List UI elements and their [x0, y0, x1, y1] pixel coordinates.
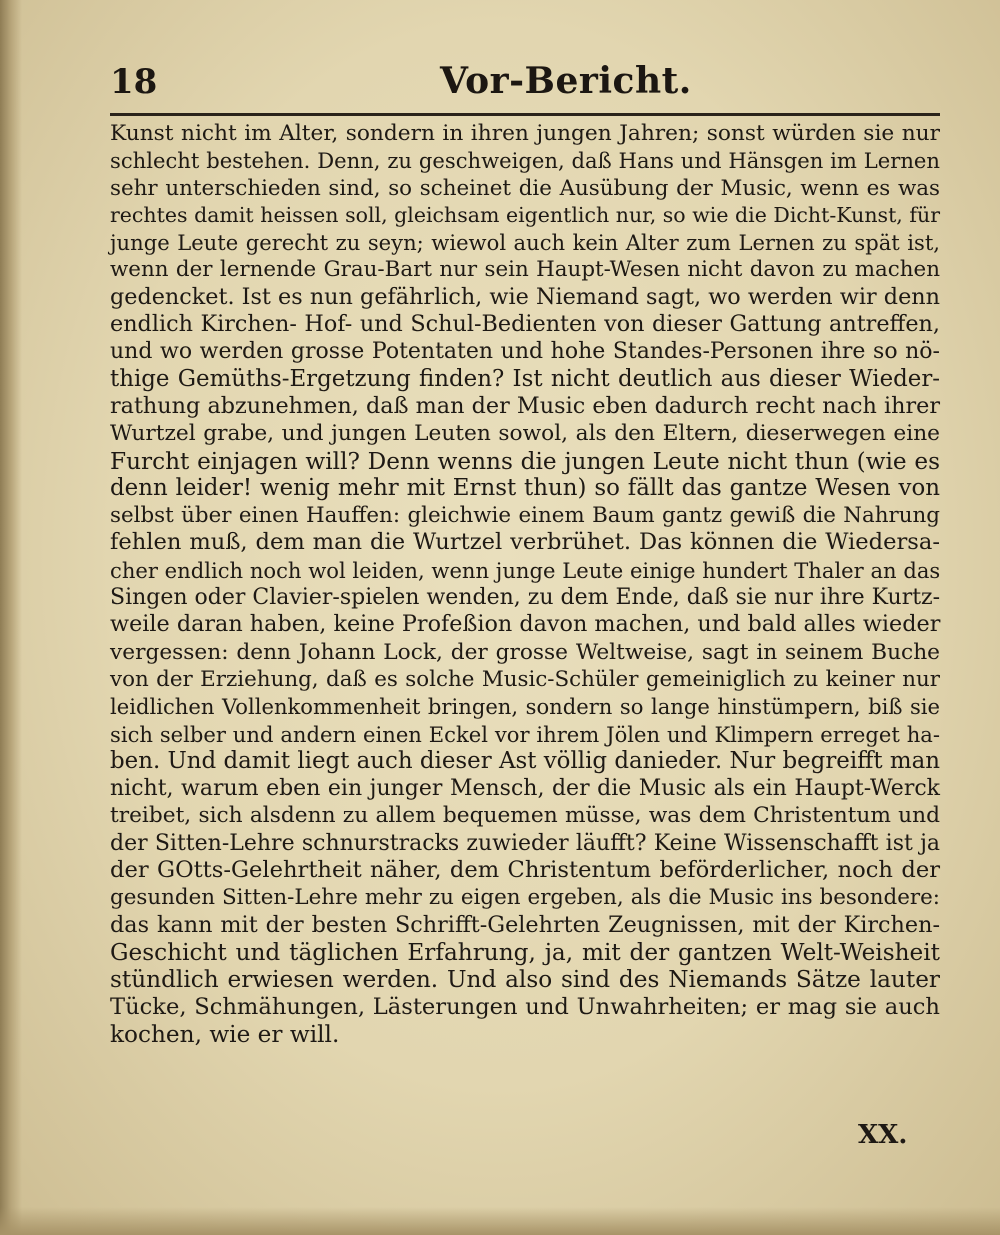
page-number: 18	[110, 62, 158, 102]
text-line: gesunden Sitten-Lehre mehr zu eigen ergeben, als die Music ins besondere:	[110, 885, 940, 911]
text-line: schlecht bestehen. Denn, zu geschweigen, daß Hans und Hänsgen im Lernen	[110, 148, 940, 174]
text-line: gedencket. Ist es nun gefährlich, wie Niemand sagt, wo werden wir denn	[110, 283, 940, 310]
running-title: Vor-Bericht.	[440, 60, 692, 102]
text-line: sehr unterschieden sind, so scheinet die Ausübung der Music, wenn es was	[110, 175, 940, 201]
text-line: kochen, wie er will.	[110, 1020, 340, 1048]
text-line: junge Leute gerecht zu seyn; wiewol auch kein Alter zum Lernen zu spät ist,	[110, 230, 940, 256]
text-line: sich selber und andern einen Eckel vor ihrem Jölen und Klimpern erreget ha-	[110, 721, 940, 747]
body-text	[110, 120, 940, 1048]
text-line: selbst über einen Hauffen: gleichwie einem Baum gantz gewiß die Nahrung	[110, 503, 940, 529]
text-line: ben. Und damit liegt auch dieser Ast völlig danieder. Nur begreifft man	[110, 747, 940, 774]
text-line: der Sitten-Lehre schnurstracks zuwieder läufft? Keine Wissenschafft ist ja	[110, 830, 940, 856]
text-line: Wurtzel grabe, und jungen Leuten sowol, als den Eltern, dieserwegen eine	[110, 421, 940, 447]
text-line: fehlen muß, dem man die Wurtzel verbrühet. Das können die Wiedersa-	[110, 529, 940, 556]
catchword: XX.	[858, 1120, 908, 1150]
text-line: der GOtts-Gelehrtheit näher, dem Christentum beförderlicher, noch der	[110, 857, 940, 884]
text-line: rechtes damit heissen soll, gleichsam eigentlich nur, so wie die Dicht-Kunst, für	[110, 202, 940, 227]
text-line: Kunst nicht im Alter, sondern in ihren jungen Jahren; sonst würden sie nur	[110, 121, 940, 146]
text-line: Furcht einjagen will? Denn wenns die jungen Leute nicht thun (wie es	[110, 447, 940, 475]
text-line: das kann mit der besten Schrifft-Gelehrten Zeugnissen, mit der Kirchen-	[110, 911, 940, 938]
text-line: Tücke, Schmähungen, Lästerungen und Unwahrheiten; er mag sie auch	[110, 993, 940, 1020]
text-line: stündlich erwiesen werden. Und also sind des Niemands Sätze lauter	[110, 966, 940, 994]
text-line: vergessen: denn Johann Lock, der grosse Weltweise, sagt in seinem Buche	[110, 639, 940, 665]
text-line: denn leider! wenig mehr mit Ernst thun) so fällt das gantze Wesen von	[110, 474, 940, 501]
text-line: cher endlich noch wol leiden, wenn junge Leute einige hundert Thaler an das	[110, 557, 941, 583]
text-line: leidlichen Vollenkommenheit bringen, sondern so lange hinstümpern, biß sie	[110, 694, 940, 720]
header-rule	[110, 113, 940, 116]
text-line: Geschicht und täglichen Erfahrung, ja, mit der gantzen Welt-Weisheit	[110, 938, 940, 966]
text-line: rathung abzunehmen, daß man der Music eben dadurch recht nach ihrer	[110, 392, 940, 419]
text-line: wenn der lernende Grau-Bart nur sein Haupt-Wesen nicht davon zu machen	[110, 257, 940, 283]
text-line: von der Erziehung, daß es solche Music-Schüler gemeiniglich zu keiner nur	[110, 666, 940, 692]
text-line: Singen oder Clavier-spielen wenden, zu dem Ende, daß sie nur ihre Kurtz-	[110, 585, 941, 611]
text-line: endlich Kirchen- Hof- und Schul-Bedienten von dieser Gattung antreffen,	[110, 311, 940, 338]
text-line: weile daran haben, keine Profeßion davon machen, und bald alles wieder	[110, 611, 941, 638]
text-line: und wo werden grosse Potentaten und hohe Standes-Personen ihre so nö-	[110, 339, 940, 365]
text-line: treibet, sich alsdenn zu allem bequemen müsse, was dem Christentum und	[110, 803, 940, 829]
text-line: thige Gemüths-Ergetzung finden? Ist nicht deutlich aus dieser Wieder-	[110, 365, 940, 392]
text-line: nicht, warum eben ein junger Mensch, der die Music als ein Haupt-Werck	[110, 776, 940, 802]
page-header	[110, 60, 940, 110]
page-bottom-shadow	[0, 1207, 1000, 1235]
page-edge-shadow	[0, 0, 22, 1235]
